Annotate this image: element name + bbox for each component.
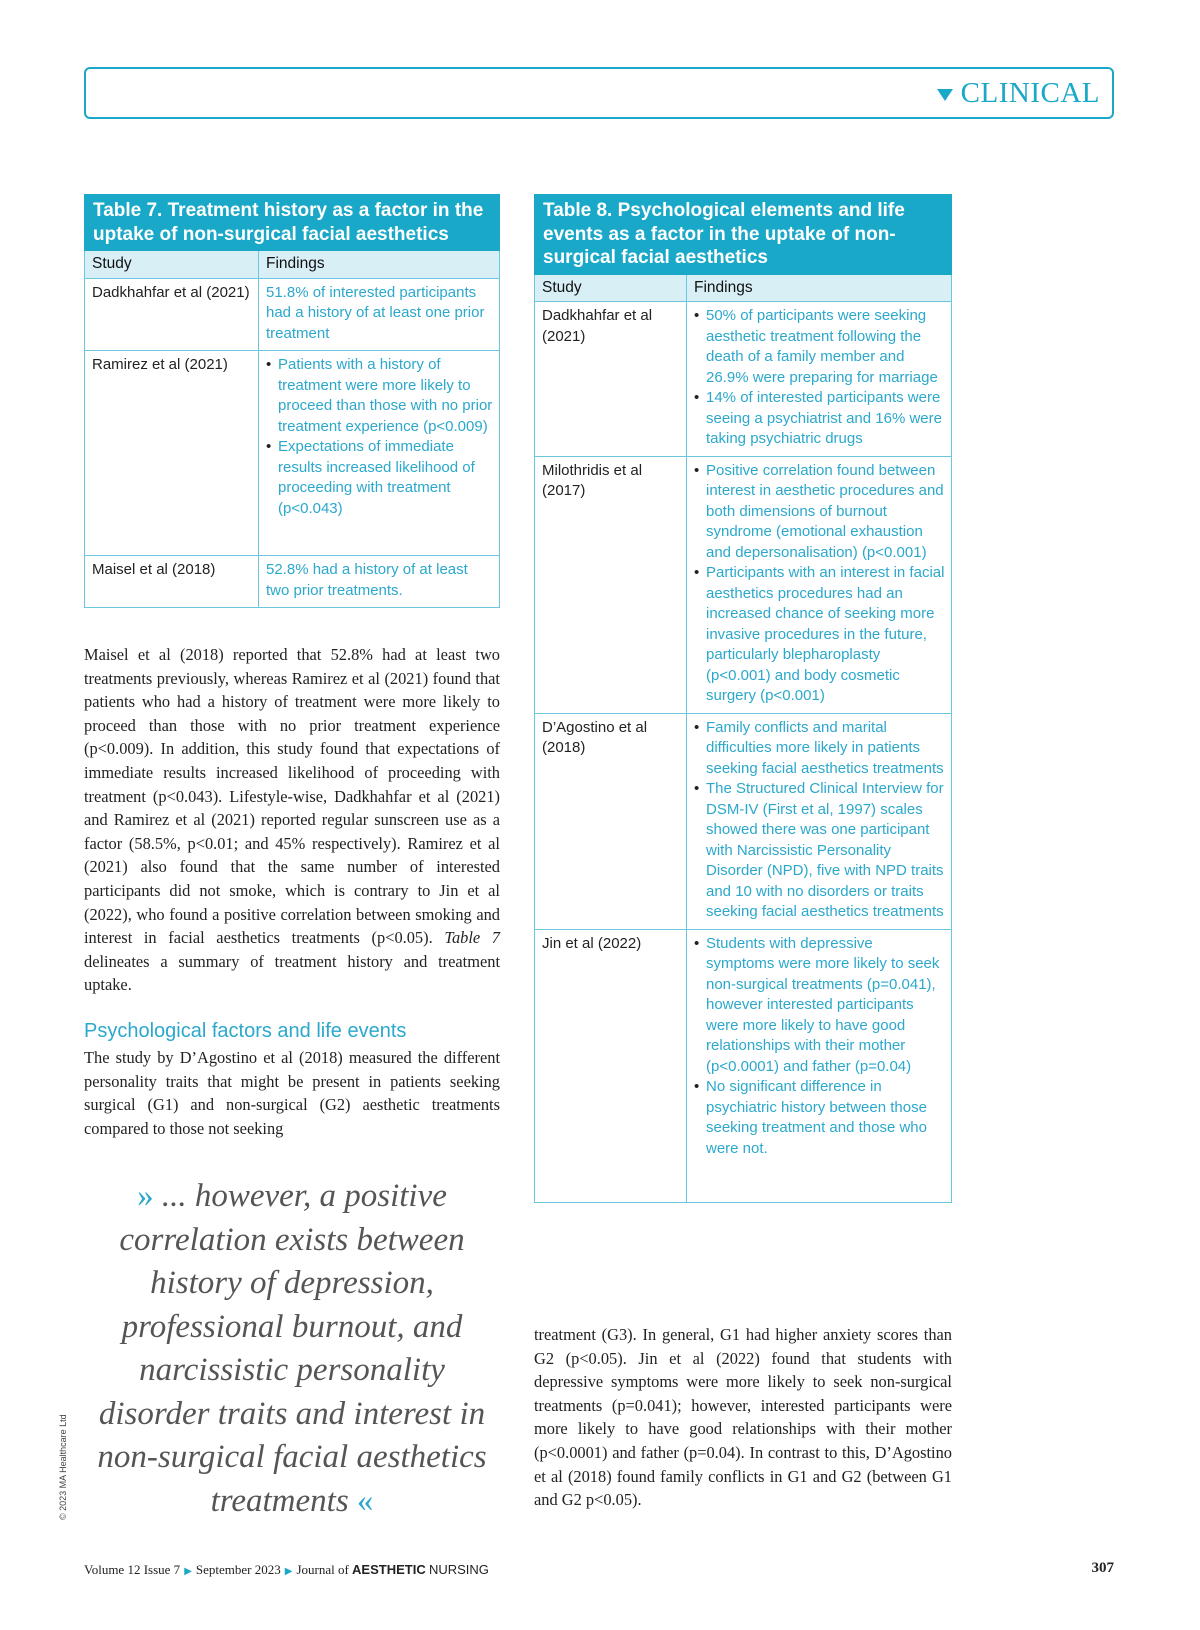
list-item: • Patients with a history of treatment were more likely to proceed than those with no prior treatment experience (p<0.009)	[266, 355, 493, 437]
list-item: • 50% of participants were seeking aesthetic treatment following the death of a family member and 26.9% were preparing for marriage	[694, 306, 945, 388]
footer-journal-prefix: Journal of	[296, 1562, 349, 1577]
table-row	[535, 929, 952, 1202]
para1-text: Maisel et al (2018) reported that 52.8% had at least two treatments previously, whereas Ramirez et al (2021) found that patients who had a history of treatment were more likely to proceed than those with no prior treatment experience (p<0.009). In addition, this study found that expectations of immediate results increased likelihood of proceeding with treatment (p<0.043). Lifestyle-wise, Dadkhahfar et al (2021) and Ramirez et al (2021) reported regular sunscreen use as a factor (58.5%, p<0.01; and 45% respectively). Ramirez et al (2021) also found that the same number of interested participants did not smoke, which is contrary to Jin et al (2022), who found a positive correlation between smoking and interest in facial aesthetics treatments (p<0.05).	[84, 645, 500, 948]
table-row	[85, 278, 500, 351]
study-cell: Dadkhahfar et al (2021)	[85, 278, 259, 351]
finding-cell	[687, 713, 952, 929]
close-quote-mark: «	[356, 1482, 374, 1519]
triangle-down-icon	[937, 89, 953, 101]
section-subheading: Psychological factors and life events	[84, 1020, 407, 1042]
table-8	[534, 194, 952, 1203]
list-item: • The Structured Clinical Interview for DSM-IV (First et al, 1997) scales showed there was one participant with Narcissistic Personality Disorder (NPD), five with NPD traits and 10 with no disorders or traits seeking facial aesthetics treatments	[694, 779, 945, 923]
section-name: CLINICAL	[960, 77, 1100, 109]
finding-cell	[687, 929, 952, 1202]
footer-date: September 2023	[195, 1562, 281, 1577]
body-paragraph-1	[84, 643, 500, 997]
study-cell: Dadkhahfar et al (2021)	[535, 302, 687, 457]
body-paragraph-2	[84, 1046, 500, 1140]
page-number: 307	[1091, 1560, 1114, 1576]
copyright-notice: © 2023 MA Healthcare Ltd	[58, 1414, 68, 1520]
study-cell: Jin et al (2022)	[535, 929, 687, 1202]
pull-quote	[84, 1175, 500, 1523]
finding-cell: 52.8% had a history of at least two prior treatments.	[259, 556, 500, 608]
list-item: • Participants with an interest in facial aesthetics procedures had an increased chance of seeking more invasive procedures in the future, particularly blepharoplasty (p<0.001) and body cosmetic surgery (p<0.001)	[694, 563, 945, 707]
table-7-col-findings: Findings	[259, 251, 500, 279]
table-8-col-study: Study	[535, 274, 687, 302]
table-row	[535, 302, 952, 457]
table-7	[84, 194, 500, 608]
para3-text: treatment (G3). In general, G1 had higher anxiety scores than G2 (p<0.05). Jin et al (2022) found that students with depressive symptoms were more likely to seek non-surgical treatments (p=0.041); however, interested participants were more likely to have good relationships with their mother (p<0.0001) and father (p=0.04). In contrast to this, D’Agostino et al (2018) found family conflicts in G1 and G2 (between G1 and G2 p<0.05).	[534, 1325, 952, 1510]
list-item: • Expectations of immediate results increased likelihood of proceeding with treatment (p<0.043)	[266, 437, 493, 519]
footer-journal-bold: AESTHETIC	[352, 1562, 426, 1577]
table-7-col-study: Study	[85, 251, 259, 279]
pull-quote-text: ... however, a positive correlation exists between history of depression, professional burnout, and narcissistic personality disorder traits and interest in non-surgical facial aesthetics treatments	[97, 1178, 487, 1519]
table-reference: Table 7	[444, 928, 500, 948]
table-row	[535, 456, 952, 713]
study-cell: Milothridis et al (2017)	[535, 456, 687, 713]
table-7-title: Table 7. Treatment history as a factor in the uptake of non-surgical facial aesthetics	[85, 195, 500, 251]
finding-cell	[687, 302, 952, 457]
footer-journal-suffix: NURSING	[428, 1562, 489, 1577]
triangle-right-icon: ▶	[284, 1566, 293, 1577]
list-item: • No significant difference in psychiatric history between those seeking treatment and those who were not.	[694, 1077, 945, 1159]
study-cell: D’Agostino et al (2018)	[535, 713, 687, 929]
study-cell: Maisel et al (2018)	[85, 556, 259, 608]
footer	[84, 1562, 489, 1578]
para2-text: The study by D’Agostino et al (2018) measured the different personality traits that might be present in patients seeking surgical (G1) and non-surgical (G2) aesthetic treatments compared to those not seeking	[84, 1048, 500, 1138]
triangle-right-icon: ▶	[184, 1566, 192, 1577]
list-item: • Family conflicts and marital difficulties more likely in patients seeking facial aesthetics treatments	[694, 718, 945, 780]
table-8-title: Table 8. Psychological elements and life events as a factor in the uptake of non-surgical facial aesthetics	[535, 195, 952, 275]
table-row	[85, 351, 500, 556]
body-paragraph-3	[534, 1323, 952, 1512]
section-label	[937, 77, 1100, 110]
table-8-col-findings: Findings	[687, 274, 952, 302]
list-item: • Positive correlation found between interest in aesthetic procedures and both dimensions of burnout syndrome (emotional exhaustion and depersonalisation) (p<0.001)	[694, 461, 945, 564]
header-box	[84, 67, 1114, 119]
finding-cell: 51.8% of interested participants had a history of at least one prior treatment	[259, 278, 500, 351]
open-quote-mark: »	[137, 1178, 154, 1214]
list-item: • 14% of interested participants were seeing a psychiatrist and 16% were taking psychiatric drugs	[694, 388, 945, 450]
study-cell: Ramirez et al (2021)	[85, 351, 259, 556]
table-row	[535, 713, 952, 929]
footer-volume: Volume 12 Issue 7	[84, 1562, 181, 1577]
para1-text-end: delineates a summary of treatment history and treatment uptake.	[84, 951, 500, 995]
finding-cell	[259, 351, 500, 556]
table-row	[85, 556, 500, 608]
finding-cell	[687, 456, 952, 713]
list-item: • Students with depressive symptoms were more likely to seek non-surgical treatments (p=0.041), however interested participants were more likely to have good relationships with their mother (p<0.0001) and father (p=0.04)	[694, 934, 945, 1078]
